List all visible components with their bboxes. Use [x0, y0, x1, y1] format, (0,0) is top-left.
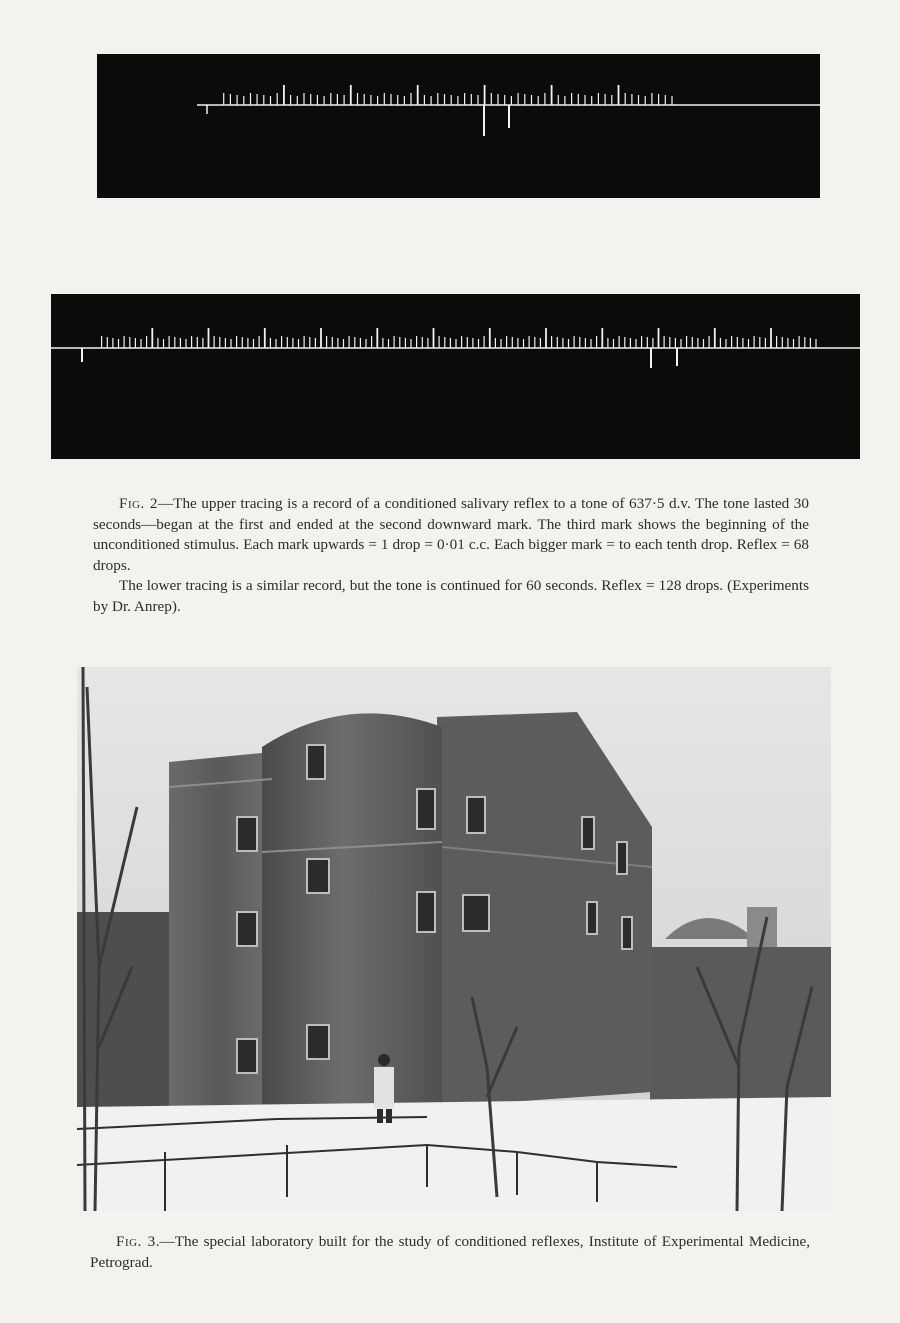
upper-tracing-figure [97, 54, 820, 198]
fig2-label: Fig. 2 [119, 495, 158, 512]
fig3-text: .—The special laboratory built for the study of conditioned reflexes, Institute of Experimental Medicine, Petrograd. [90, 1233, 810, 1271]
building-tower [262, 713, 442, 1112]
fig2-caption [93, 494, 809, 618]
lower-tracing-figure [51, 294, 860, 459]
snow-ground [77, 1097, 831, 1211]
right-outbuilding [650, 947, 831, 1107]
upper-drop-marks [224, 85, 672, 105]
fig3-label: Fig. 3 [116, 1233, 156, 1250]
fig2-text-1: —The upper tracing is a record of a conditioned salivary reflex to a tone of 637·5 d.v. The tone lasted 30 seconds—began at the first and ended at the second downward mark. The third mark shows the beginning of the unconditioned stimulus. Each mark upwards = 1 drop = 0·01 c.c. Each bigger mark = to each tenth drop. Reflex = 68 drops. [93, 495, 809, 574]
left-outbuilding [77, 912, 172, 1112]
laboratory-photo-svg [77, 667, 831, 1211]
fig2-paragraph-1 [93, 494, 809, 576]
upper-tracing-svg [97, 54, 820, 198]
lower-tracing-svg [51, 294, 860, 459]
laboratory-photograph [77, 667, 831, 1211]
fig3-paragraph [90, 1232, 810, 1273]
fig3-caption [90, 1232, 810, 1273]
lower-drop-marks [102, 328, 816, 348]
fig2-paragraph-2: The lower tracing is a similar record, but the tone is continued for 60 seconds. Reflex = 128 drops. (Experiments by Dr. Anrep). [93, 577, 809, 615]
